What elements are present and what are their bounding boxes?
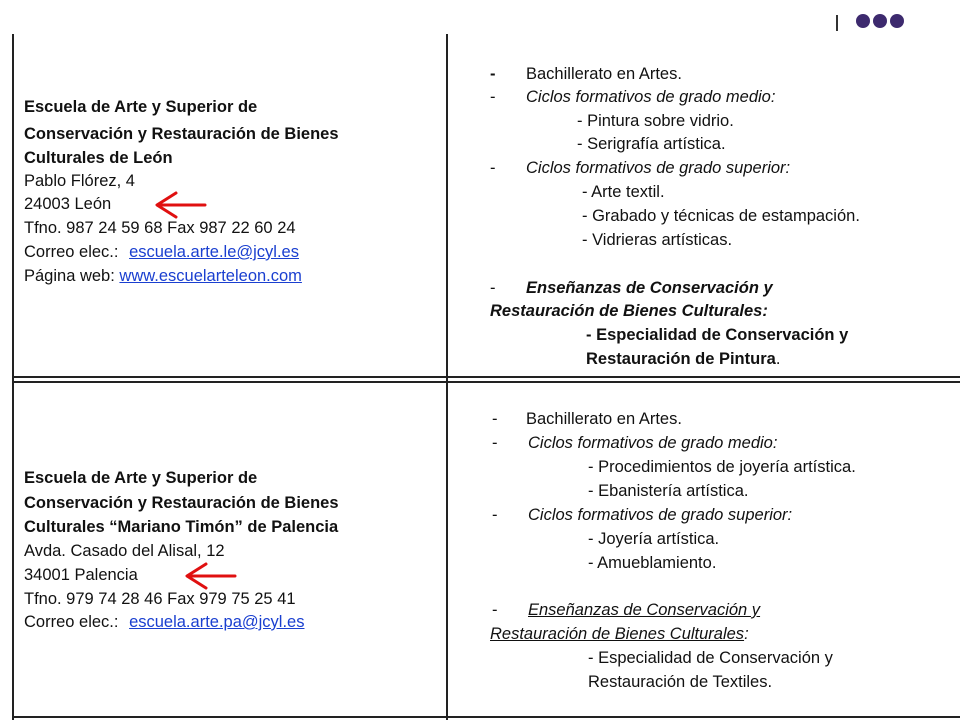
course-sub-item: - Serigrafía artística. xyxy=(577,135,726,153)
red-arrow-icon xyxy=(150,190,208,220)
school-postal-city: 24003 León xyxy=(24,195,112,213)
course-sub-item: - Ebanistería artística. xyxy=(588,482,749,500)
school-name-line: Conservación y Restauración de Bienes xyxy=(24,494,339,512)
school-name-line: Culturales de León xyxy=(24,149,173,167)
course-category-cont: Restauración de Bienes Culturales: xyxy=(490,302,768,320)
email-label: Correo elec.: xyxy=(24,613,119,631)
school-address: Avda. Casado del Alisal, 12 xyxy=(24,542,225,560)
slide-header xyxy=(0,0,960,40)
email-link[interactable]: escuela.arte.le@jcyl.es xyxy=(129,243,299,261)
school-email-row xyxy=(24,612,304,632)
course-specialty-cont: Restauración de Pintura. xyxy=(586,350,781,368)
web-link[interactable]: www.escuelarteleon.com xyxy=(119,267,302,285)
course-category: Ciclos formativos de grado superior: xyxy=(528,506,793,524)
email-label: Correo elec.: xyxy=(24,243,119,261)
school-name-line: Culturales “Mariano Timón” de Palencia xyxy=(24,518,339,536)
bullet-dash: - xyxy=(492,434,498,452)
school-address: Pablo Flórez, 4 xyxy=(24,172,135,190)
course-sub-item: - Grabado y técnicas de estampación. xyxy=(582,207,860,225)
bullet-dash: - xyxy=(490,159,496,177)
course-category-cont: Restauración de Bienes Culturales: xyxy=(490,625,749,643)
course-specialty: - Especialidad de Conservación y xyxy=(588,649,833,667)
school-email-row xyxy=(24,242,299,262)
dot-icon xyxy=(873,14,887,28)
red-arrow-icon xyxy=(180,561,238,591)
course-sub-item: - Procedimientos de joyería artística. xyxy=(588,458,856,476)
course-category: Ciclos formativos de grado medio: xyxy=(526,88,776,106)
course-specialty-cont: Restauración de Textiles. xyxy=(588,673,773,691)
bullet-dash: - xyxy=(492,506,498,524)
course-category: Ciclos formativos de grado superior: xyxy=(526,159,791,177)
course-sub-item: - Amueblamiento. xyxy=(588,554,717,572)
bullet-dash: - xyxy=(492,601,498,619)
bullet-dash: - xyxy=(490,279,496,297)
header-divider xyxy=(836,15,838,31)
table-border-footer xyxy=(12,716,960,718)
course-item: Bachillerato en Artes. xyxy=(526,410,682,428)
dot-icon xyxy=(890,14,904,28)
bullet-dash: - xyxy=(490,65,496,83)
bullet-dash: - xyxy=(492,410,498,428)
school-name-line: Conservación y Restauración de Bienes xyxy=(24,125,339,143)
bullet-dash: - xyxy=(490,88,496,106)
dot-icon xyxy=(856,14,870,28)
course-sub-item: - Vidrieras artísticas. xyxy=(582,231,733,249)
school-phone-fax: Tfno. 987 24 59 68 Fax 987 22 60 24 xyxy=(24,219,296,237)
web-label: Página web: xyxy=(24,267,115,285)
table-border-row-top xyxy=(12,376,960,378)
school-phone-fax: Tfno. 979 74 28 46 Fax 979 75 25 41 xyxy=(24,590,296,608)
course-sub-item: - Joyería artística. xyxy=(588,530,720,548)
email-link[interactable]: escuela.arte.pa@jcyl.es xyxy=(129,613,305,631)
school-postal-city: 34001 Palencia xyxy=(24,566,138,584)
course-category: Ciclos formativos de grado medio: xyxy=(528,434,778,452)
course-item: Bachillerato en Artes. xyxy=(526,65,682,83)
course-sub-item: - Pintura sobre vidrio. xyxy=(577,112,734,130)
table-border-row-bottom xyxy=(12,381,960,383)
school-web-row xyxy=(24,266,302,286)
school-name-line: Escuela de Arte y Superior de xyxy=(24,98,258,116)
course-sub-item: - Arte textil. xyxy=(582,183,665,201)
course-category: Enseñanzas de Conservación y xyxy=(526,279,773,297)
school-name-line: Escuela de Arte y Superior de xyxy=(24,469,258,487)
course-specialty: - Especialidad de Conservación y xyxy=(586,326,849,344)
course-category: Enseñanzas de Conservación y xyxy=(528,601,761,619)
